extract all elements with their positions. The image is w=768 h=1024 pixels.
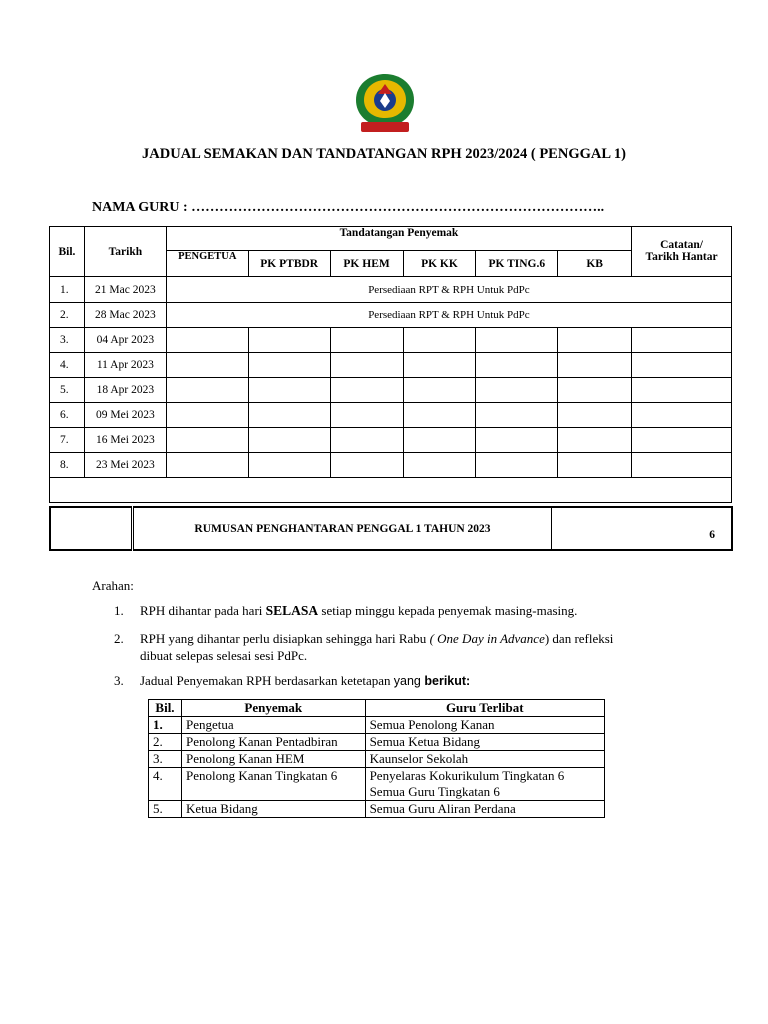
item-italic: ( One Day in Advance: [429, 631, 545, 646]
row-bil: 2.: [50, 303, 85, 328]
row-bil: 1.: [50, 277, 85, 303]
row-bil: 5.: [50, 378, 85, 403]
header-pk-ting6: PK TING.6: [476, 251, 558, 277]
pen-bil: 3.: [149, 751, 182, 768]
sign-cell[interactable]: [330, 328, 403, 353]
table-row: [50, 303, 732, 328]
table-row: [50, 453, 732, 478]
sign-cell[interactable]: [558, 403, 632, 428]
header-pk-kk: PK KK: [403, 251, 476, 277]
pen-guru: Kaunselor Sekolah: [365, 751, 604, 768]
pen-bil: 5.: [149, 801, 182, 818]
sign-cell[interactable]: [248, 403, 330, 428]
pen-penyemak: Penolong Kanan HEM: [181, 751, 365, 768]
row-date: 28 Mac 2023: [84, 303, 166, 328]
sign-cell[interactable]: [166, 453, 248, 478]
pen-guru: Semua Penolong Kanan: [365, 717, 604, 734]
sign-cell[interactable]: [403, 328, 476, 353]
arahan-heading: Arahan:: [92, 578, 134, 593]
item-text: RPH dihantar pada hari: [140, 603, 266, 618]
sign-cell[interactable]: [476, 328, 558, 353]
sign-cell[interactable]: [248, 428, 330, 453]
item-number: 3.: [114, 673, 124, 688]
pen-guru: Semua Ketua Bidang: [365, 734, 604, 751]
sign-cell[interactable]: [403, 353, 476, 378]
school-crest-icon: [350, 70, 420, 136]
sign-cell[interactable]: [330, 453, 403, 478]
sign-cell[interactable]: [166, 403, 248, 428]
row-date: 04 Apr 2023: [84, 328, 166, 353]
sign-cell[interactable]: [476, 403, 558, 428]
table-row: [149, 751, 605, 768]
pen-header-penyemak: Penyemak: [181, 700, 365, 717]
item-bold: SELASA: [265, 603, 319, 618]
row-date: 18 Apr 2023: [84, 378, 166, 403]
table-row: [50, 328, 732, 353]
pen-penyemak: Ketua Bidang: [181, 801, 365, 818]
pen-header-bil: Bil.: [149, 700, 182, 717]
row-date: 11 Apr 2023: [84, 353, 166, 378]
table-row: [50, 378, 732, 403]
item-bold: berikut:: [424, 674, 471, 688]
table-row: [149, 717, 605, 734]
row-date: 09 Mei 2023: [84, 403, 166, 428]
item-number: 2.: [114, 631, 124, 646]
row-date: 23 Mei 2023: [84, 453, 166, 478]
sign-cell[interactable]: [248, 353, 330, 378]
pen-guru-line: Semua Guru Tingkatan 6: [369, 784, 500, 799]
sign-cell[interactable]: [403, 403, 476, 428]
sign-cell[interactable]: [330, 378, 403, 403]
arahan-item-3: [114, 673, 470, 689]
item-text: RPH yang dihantar perlu disiapkan sehingga hari Rabu: [140, 631, 430, 646]
header-bil: Bil.: [50, 227, 85, 277]
header-pk-hem: PK HEM: [330, 251, 403, 277]
sign-cell[interactable]: [476, 353, 558, 378]
pen-penyemak: Penolong Kanan Pentadbiran: [181, 734, 365, 751]
sign-cell[interactable]: [248, 328, 330, 353]
sign-cell[interactable]: [558, 353, 632, 378]
sign-cell[interactable]: [248, 378, 330, 403]
pen-guru-line: Penyelaras Kokurikulum Tingkatan 6: [369, 768, 565, 783]
sign-cell[interactable]: [330, 428, 403, 453]
table-row: [50, 353, 732, 378]
penyemak-table: [148, 699, 605, 818]
header-kb: KB: [558, 251, 632, 277]
table-row: [50, 403, 732, 428]
sign-cell[interactable]: [403, 428, 476, 453]
sign-cell[interactable]: [403, 378, 476, 403]
item-number: 1.: [114, 603, 124, 618]
catatan-cell[interactable]: [632, 453, 732, 478]
pen-header-guru: Guru Terlibat: [365, 700, 604, 717]
catatan-cell[interactable]: [632, 328, 732, 353]
sign-cell[interactable]: [166, 378, 248, 403]
row-note: Persediaan RPT & RPH Untuk PdPc: [166, 277, 731, 303]
row-bil: 6.: [50, 403, 85, 428]
blank-row: [50, 478, 732, 503]
item-text-line2: dibuat selepas selesai sesi PdPc.: [140, 648, 308, 663]
summary-value: 6: [552, 507, 733, 550]
row-date: 16 Mei 2023: [84, 428, 166, 453]
arahan-item-1: [114, 603, 577, 619]
pen-penyemak: Pengetua: [181, 717, 365, 734]
table-row: [149, 768, 605, 801]
header-pengetua: PENGETUA: [166, 251, 248, 277]
pen-penyemak: Penolong Kanan Tingkatan 6: [181, 768, 365, 801]
catatan-cell[interactable]: [632, 378, 732, 403]
sign-cell[interactable]: [166, 428, 248, 453]
catatan-cell[interactable]: [632, 403, 732, 428]
sign-cell[interactable]: [476, 453, 558, 478]
sign-cell[interactable]: [166, 328, 248, 353]
sign-cell[interactable]: [558, 428, 632, 453]
header-tandatangan: Tandatangan Penyemak: [166, 227, 631, 251]
item-text-post: ) dan refleksi: [544, 631, 614, 646]
sign-cell[interactable]: [476, 428, 558, 453]
sign-cell[interactable]: [330, 403, 403, 428]
summary-table: [49, 506, 733, 551]
sign-cell[interactable]: [558, 378, 632, 403]
row-bil: 7.: [50, 428, 85, 453]
catatan-cell[interactable]: [632, 353, 732, 378]
nama-guru-field: NAMA GURU : ……………………………………………………………………………..: [92, 200, 605, 215]
table-row: [149, 801, 605, 818]
pen-bil: 1.: [149, 717, 182, 734]
sign-cell[interactable]: [558, 453, 632, 478]
pen-guru: Semua Guru Aliran Perdana: [365, 801, 604, 818]
header-tarikh-hantar: Tarikh Hantar: [632, 251, 732, 277]
header-catatan: Catatan/: [632, 227, 732, 251]
sign-cell[interactable]: [248, 453, 330, 478]
item-text-mid: yang: [393, 674, 425, 688]
table-row: [149, 734, 605, 751]
item-text: Jadual Penyemakan RPH berdasarkan ketetapan: [140, 673, 394, 688]
pen-bil: 4.: [149, 768, 182, 801]
header-pk-ptbdr: PK PTBDR: [248, 251, 330, 277]
row-bil: 4.: [50, 353, 85, 378]
header-tarikh: Tarikh: [84, 227, 166, 277]
page-title: JADUAL SEMAKAN DAN TANDATANGAN RPH 2023/2024 ( PENGGAL 1): [142, 146, 626, 162]
catatan-cell[interactable]: [632, 428, 732, 453]
summary-label: RUMUSAN PENGHANTARAN PENGGAL 1 TAHUN 2023: [133, 507, 552, 550]
table-row: [50, 428, 732, 453]
sign-cell[interactable]: [330, 353, 403, 378]
pen-guru: [365, 768, 604, 801]
sign-cell[interactable]: [476, 378, 558, 403]
row-bil: 3.: [50, 328, 85, 353]
sign-cell[interactable]: [558, 328, 632, 353]
sign-cell[interactable]: [403, 453, 476, 478]
pen-bil: 2.: [149, 734, 182, 751]
summary-blank-cell: [50, 507, 133, 550]
item-text-post: setiap minggu kepada penyemak masing-masing.: [318, 603, 578, 618]
schedule-table: [49, 226, 732, 503]
row-bil: 8.: [50, 453, 85, 478]
table-row: [50, 277, 732, 303]
table-row-blank: [50, 478, 732, 503]
arahan-item-2: [114, 630, 613, 664]
sign-cell[interactable]: [166, 353, 248, 378]
row-date: 21 Mac 2023: [84, 277, 166, 303]
row-note: Persediaan RPT & RPH Untuk PdPc: [166, 303, 731, 328]
